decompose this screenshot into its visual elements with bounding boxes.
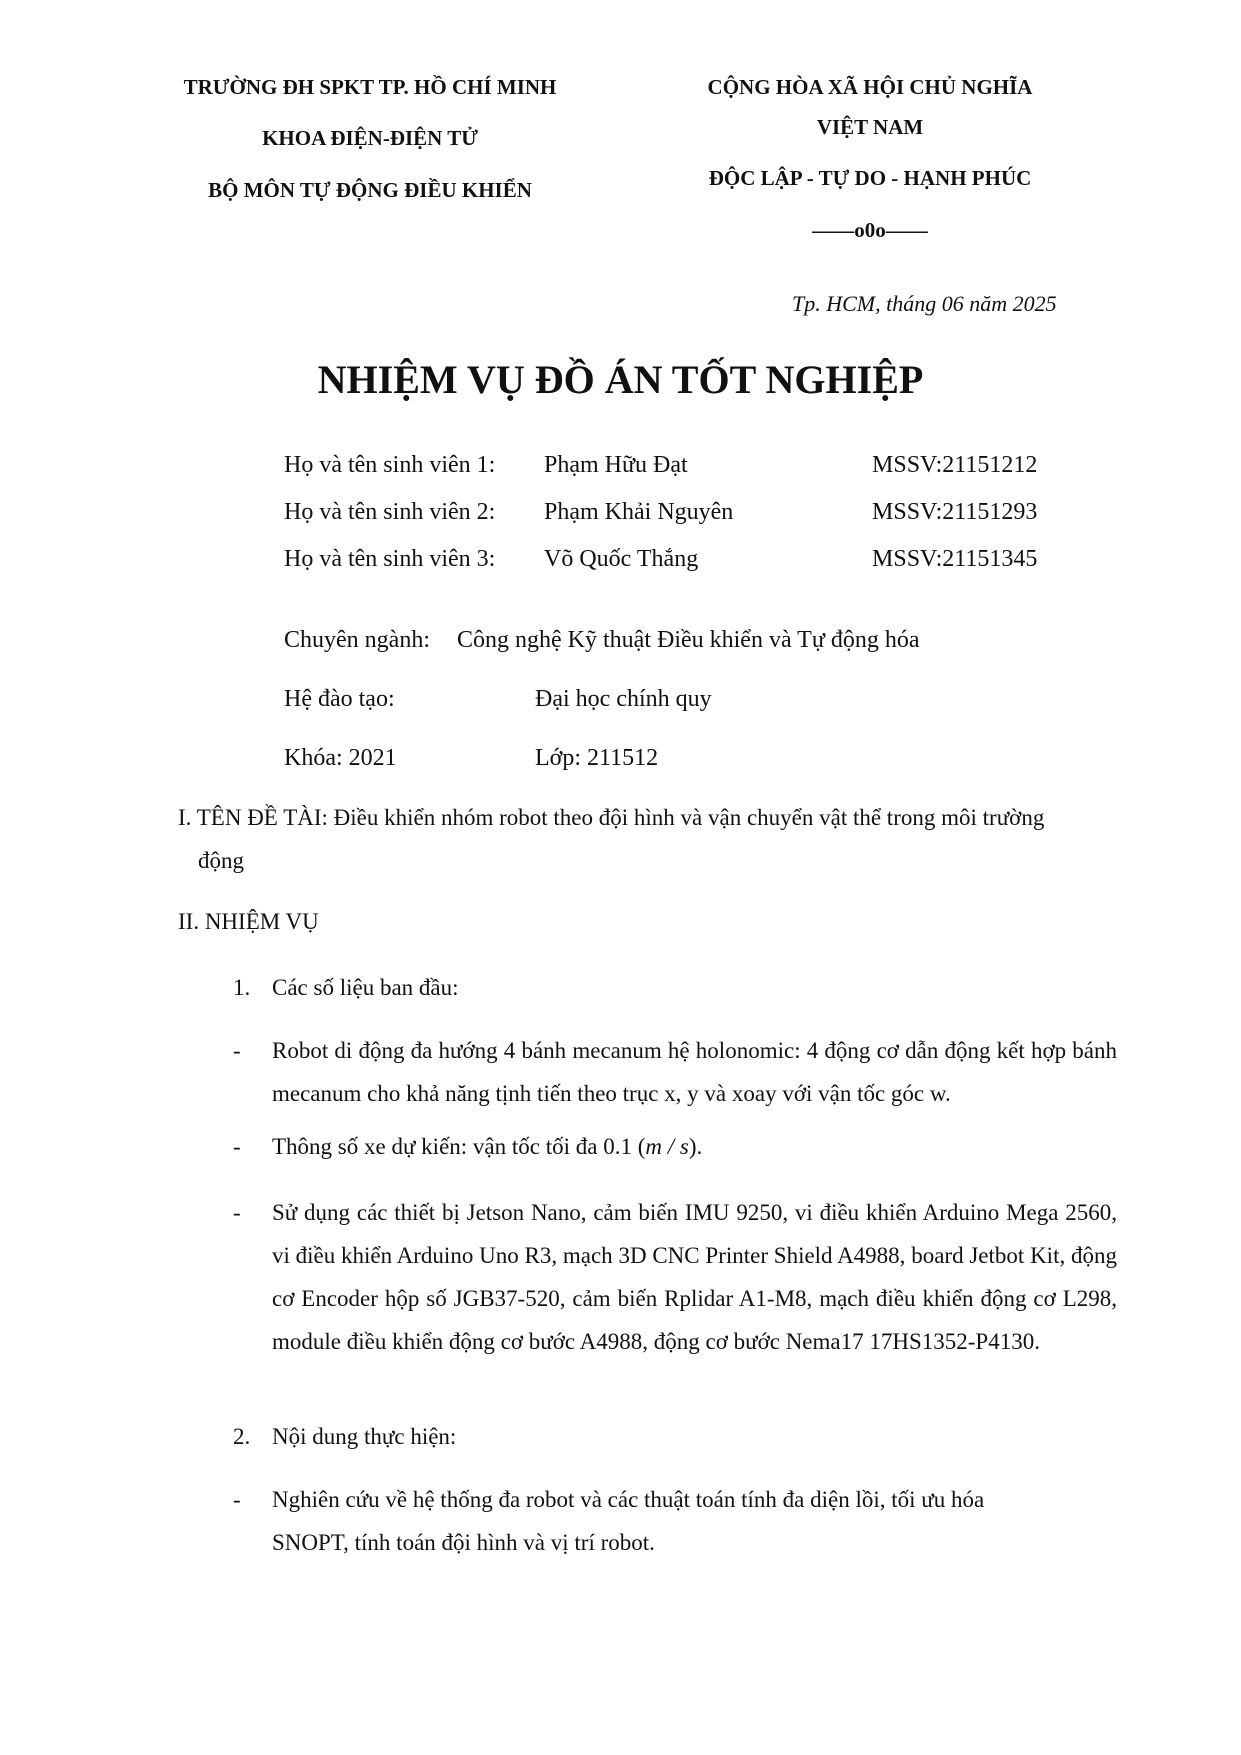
bullet-dash: - bbox=[233, 1134, 241, 1159]
cohort-label: Khóa: 2021 bbox=[284, 745, 397, 771]
training-value: Đại học chính quy bbox=[535, 686, 712, 712]
school-name: TRƯỜNG ĐH SPKT TP. HỒ CHÍ MINH bbox=[183, 75, 557, 99]
section-heading-tasks: II. NHIỆM VỤ bbox=[178, 909, 319, 934]
student-label: Họ và tên sinh viên 3: bbox=[284, 546, 496, 572]
student-mssv: MSSV:21151293 bbox=[872, 499, 1038, 525]
department-name: BỘ MÔN TỰ ĐỘNG ĐIỀU KHIỂN bbox=[208, 178, 532, 202]
bullet-dash: - bbox=[233, 1038, 241, 1063]
motto-divider: ——o0o—— bbox=[812, 218, 928, 242]
major-label: Chuyên ngành: bbox=[284, 627, 430, 653]
date-line: Tp. HCM, tháng 06 năm 2025 bbox=[792, 291, 1057, 316]
student-label: Họ và tên sinh viên 2: bbox=[284, 499, 496, 525]
motto-line: ĐỘC LẬP - TỰ DO - HẠNH PHÚC bbox=[708, 166, 1032, 190]
student-mssv: MSSV:21151212 bbox=[872, 452, 1038, 478]
student-label: Họ và tên sinh viên 1: bbox=[284, 452, 496, 478]
item-text: Nội dung thực hiện: bbox=[272, 1424, 457, 1449]
student-name: Phạm Hữu Đạt bbox=[544, 452, 688, 478]
item-text: Các số liệu ban đầu: bbox=[272, 975, 459, 1000]
bullet-speed-suffix: ). bbox=[688, 1134, 703, 1159]
training-label: Hệ đào tạo: bbox=[284, 686, 395, 712]
bullet-dash: - bbox=[233, 1200, 241, 1225]
faculty-name: KHOA ĐIỆN-ĐIỆN TỬ bbox=[262, 126, 478, 150]
student-name: Võ Quốc Thắng bbox=[544, 546, 699, 572]
page-title: NHIỆM VỤ ĐỒ ÁN TỐT NGHIỆP bbox=[317, 357, 924, 402]
student-mssv: MSSV:21151345 bbox=[872, 546, 1038, 572]
item-number: 2. bbox=[233, 1424, 251, 1449]
bullet-robot: Robot di động đa hướng 4 bánh mecanum hệ holonomic: 4 động cơ dẫn động kết hợp bánh mecanum cho khả năng tịnh tiến theo trục x, y và xoay với vận tốc góc w. bbox=[272, 1038, 1117, 1106]
item-number: 1. bbox=[233, 975, 251, 1000]
country-line: VIỆT NAM bbox=[816, 115, 924, 139]
student-name: Phạm Khải Nguyên bbox=[544, 499, 734, 525]
section-title-topic-cont: động bbox=[198, 848, 244, 873]
republic-line: CỘNG HÒA XÃ HỘI CHỦ NGHĨA bbox=[707, 75, 1033, 99]
bullet-speed-prefix: Thông số xe dự kiến: vận tốc tối đa 0.1 ( bbox=[272, 1134, 646, 1159]
bullet-research: Nghiên cứu về hệ thống đa robot và các thuật toán tính đa diện lồi, tối ưu hóa SNOPT, tính toán đội hình và vị trí robot. bbox=[272, 1487, 985, 1555]
major-value: Công nghệ Kỹ thuật Điều khiển và Tự động hóa bbox=[457, 627, 920, 653]
section-title-topic: I. TÊN ĐỀ TÀI: Điều khiển nhóm robot theo đội hình và vận chuyển vật thể trong môi trường bbox=[178, 805, 1045, 830]
bullet-speed bbox=[272, 1125, 702, 1168]
bullet-dash: - bbox=[233, 1487, 241, 1512]
class-label: Lớp: 211512 bbox=[535, 745, 659, 771]
bullet-speed-unit: m / s bbox=[645, 1134, 689, 1159]
bullet-devices: Sử dụng các thiết bị Jetson Nano, cảm biến IMU 9250, vi điều khiển Arduino Mega 2560, vi điều khiển Arduino Uno R3, mạch 3D CNC Printer Shield A4988, board Jetbot Kit, động cơ Encoder hộp số JGB37-520, cảm biến Rplidar A1-M8, mạch điều khiển động cơ L298, module điều khiển động cơ bước A4988, động cơ bước Nema17 17HS1352-P4130. bbox=[272, 1200, 1117, 1354]
